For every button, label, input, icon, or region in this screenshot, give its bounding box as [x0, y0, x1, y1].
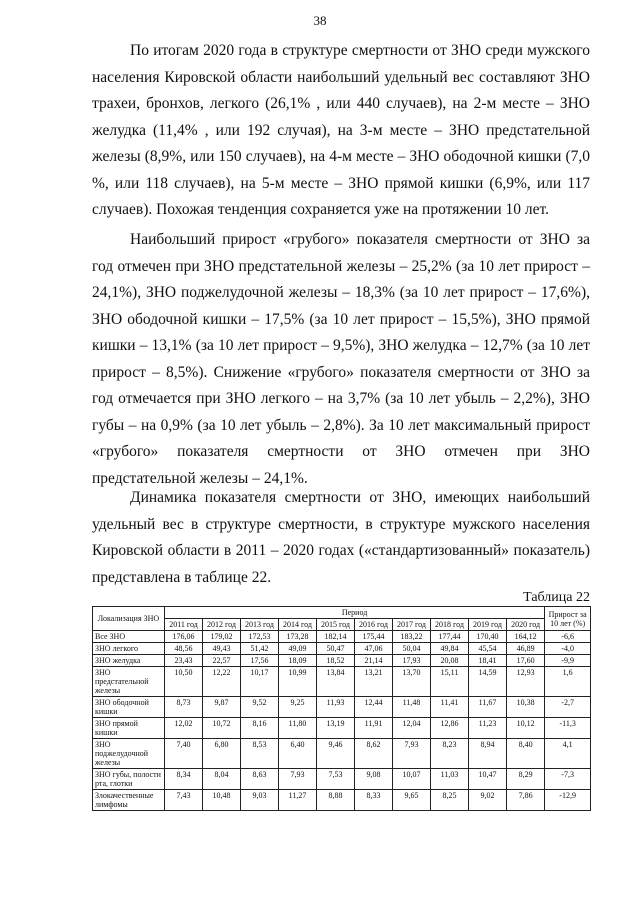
row-value: 6,40: [279, 739, 317, 769]
table-body: [93, 631, 591, 811]
row-value: 46,89: [507, 643, 545, 655]
page-number: 38: [313, 13, 327, 28]
row-value: 177,44: [431, 631, 469, 643]
row-value: 7,93: [279, 769, 317, 790]
row-value: 10,12: [507, 718, 545, 739]
mortality-table: [92, 606, 591, 811]
row-value: 11,67: [469, 697, 507, 718]
row-value: 12,93: [507, 667, 545, 697]
row-value: 18,41: [469, 655, 507, 667]
row-growth: 1,6: [545, 667, 591, 697]
row-value: 182,14: [317, 631, 355, 643]
table-row: [93, 631, 591, 643]
row-value: 51,42: [241, 643, 279, 655]
row-value: 10,50: [165, 667, 203, 697]
header-year: 2013 год: [241, 619, 279, 631]
row-value: 17,60: [507, 655, 545, 667]
row-value: 47,06: [355, 643, 393, 655]
row-value: 22,57: [203, 655, 241, 667]
header-year: 2012 год: [203, 619, 241, 631]
row-value: 9,46: [317, 739, 355, 769]
table-row: [93, 667, 591, 697]
row-value: 49,09: [279, 643, 317, 655]
row-value: 11,80: [279, 718, 317, 739]
paragraph-1-text: По итогам 2020 года в структуре смертности от ЗНО среди мужского населения Кировской области наибольший удельный вес составляют ЗНО трахеи, бронхов, легкого (26,1% , или 440 случаев), на 2-м месте – ЗНО желудка (11,4% , или 192 случая), на 3-м месте – ЗНО предстательной железы (8,9%, или 150 случаев), на 4-м месте – ЗНО ободочной кишки (7,0 %, или 118 случаев), на 5-м месте – ЗНО прямой кишки (6,9%, или 117 случаев). Похожая тенденция сохраняется уже на протяжении 10 лет.: [92, 42, 590, 218]
row-localization: ЗНО предстательной железы: [93, 667, 165, 697]
row-value: 12,04: [393, 718, 431, 739]
row-value: 7,93: [393, 739, 431, 769]
header-years-row: [93, 619, 591, 631]
row-value: 11,93: [317, 697, 355, 718]
row-value: 7,40: [165, 739, 203, 769]
row-value: 10,99: [279, 667, 317, 697]
row-value: 8,29: [507, 769, 545, 790]
row-value: 17,56: [241, 655, 279, 667]
row-value: 17,93: [393, 655, 431, 667]
header-period: Период: [165, 607, 545, 619]
table-row: [93, 643, 591, 655]
row-value: 10,72: [203, 718, 241, 739]
row-value: 10,07: [393, 769, 431, 790]
row-value: 50,04: [393, 643, 431, 655]
row-value: 8,63: [241, 769, 279, 790]
row-value: 179,02: [203, 631, 241, 643]
row-localization: ЗНО прямой кишки: [93, 718, 165, 739]
row-value: 183,22: [393, 631, 431, 643]
paragraph-3-text: Динамика показателя смертности от ЗНО, имеющих наибольший удельный вес в структуре смертности, в структуре мужского населения Кировской области в 2011 – 2020 годах («стандартизованный» показатель) представлена в таблице 22.: [92, 489, 590, 586]
row-value: 10,17: [241, 667, 279, 697]
row-value: 8,23: [431, 739, 469, 769]
row-value: 20,08: [431, 655, 469, 667]
row-value: 9,08: [355, 769, 393, 790]
table-header: [93, 607, 591, 631]
row-growth: -4,0: [545, 643, 591, 655]
header-year: 2015 год: [317, 619, 355, 631]
row-value: 8,53: [241, 739, 279, 769]
header-growth: Прирост за 10 лет (%): [545, 607, 591, 631]
row-value: 8,33: [355, 790, 393, 811]
row-value: 9,87: [203, 697, 241, 718]
table-caption: Таблица 22: [523, 590, 590, 605]
row-value: 175,44: [355, 631, 393, 643]
row-value: 8,40: [507, 739, 545, 769]
row-value: 13,70: [393, 667, 431, 697]
table-row: [93, 769, 591, 790]
row-value: 23,43: [165, 655, 203, 667]
row-value: 11,03: [431, 769, 469, 790]
row-value: 173,28: [279, 631, 317, 643]
row-value: 13,21: [355, 667, 393, 697]
header-year: 2019 год: [469, 619, 507, 631]
table-row: [93, 718, 591, 739]
row-value: 11,41: [431, 697, 469, 718]
row-value: 11,91: [355, 718, 393, 739]
header-year: 2017 год: [393, 619, 431, 631]
header-year: 2020 год: [507, 619, 545, 631]
row-value: 12,22: [203, 667, 241, 697]
row-growth: -2,7: [545, 697, 591, 718]
table-row: [93, 790, 591, 811]
table-row: [93, 655, 591, 667]
row-value: 7,43: [165, 790, 203, 811]
header-year: 2016 год: [355, 619, 393, 631]
row-value: 8,73: [165, 697, 203, 718]
row-value: 170,40: [469, 631, 507, 643]
row-value: 8,88: [317, 790, 355, 811]
row-value: 8,16: [241, 718, 279, 739]
row-growth: -11,3: [545, 718, 591, 739]
row-value: 11,27: [279, 790, 317, 811]
row-value: 176,06: [165, 631, 203, 643]
row-localization: ЗНО поджелудочной железы: [93, 739, 165, 769]
row-value: 49,84: [431, 643, 469, 655]
paragraph-3: [92, 485, 590, 591]
row-value: 9,03: [241, 790, 279, 811]
table-row: [93, 739, 591, 769]
row-growth: -12,9: [545, 790, 591, 811]
row-localization: ЗНО легкого: [93, 643, 165, 655]
row-value: 18,09: [279, 655, 317, 667]
row-value: 11,48: [393, 697, 431, 718]
row-value: 49,43: [203, 643, 241, 655]
row-value: 10,48: [203, 790, 241, 811]
row-value: 164,12: [507, 631, 545, 643]
row-growth: -7,3: [545, 769, 591, 790]
row-value: 15,11: [431, 667, 469, 697]
row-value: 172,53: [241, 631, 279, 643]
row-value: 7,53: [317, 769, 355, 790]
row-value: 13,84: [317, 667, 355, 697]
header-year: 2011 год: [165, 619, 203, 631]
row-localization: ЗНО губы, полости рта, глотки: [93, 769, 165, 790]
row-value: 9,02: [469, 790, 507, 811]
row-value: 8,34: [165, 769, 203, 790]
row-value: 14,59: [469, 667, 507, 697]
row-value: 45,54: [469, 643, 507, 655]
row-value: 11,23: [469, 718, 507, 739]
row-value: 10,47: [469, 769, 507, 790]
row-value: 18,52: [317, 655, 355, 667]
paragraph-1: [92, 38, 590, 224]
row-value: 12,44: [355, 697, 393, 718]
row-value: 9,25: [279, 697, 317, 718]
row-value: 8,94: [469, 739, 507, 769]
row-growth: 4,1: [545, 739, 591, 769]
row-value: 7,86: [507, 790, 545, 811]
header-year: 2014 год: [279, 619, 317, 631]
row-growth: -6,6: [545, 631, 591, 643]
row-value: 6,80: [203, 739, 241, 769]
header-localization: Локализация ЗНО: [93, 607, 165, 631]
paragraph-2-text: Наибольший прирост «грубого» показателя смертности от ЗНО за год отмечен при ЗНО предстательной железы – 25,2% (за 10 лет прирост – 24,1%), ЗНО поджелудочной железы – 18,3% (за 10 лет прирост – 17,6%), ЗНО ободочной кишки – 17,5% (за 10 лет прирост – 15,5%), ЗНО прямой кишки – 13,1% (за 10 лет прирост – 9,5%), ЗНО желудка – 12,7% (за 10 лет прирост – 8,5%). Снижение «грубого» показателя смертности от ЗНО за год отмечается при ЗНО легкого – на 3,7% (за 10 лет убыль – 2,2%), ЗНО губы – на 0,9% (за 10 лет убыль – 2,8%). За 10 лет максимальный прирост «грубого» показателя смертности от ЗНО отмечен при ЗНО предстательной железы – 24,1%.: [92, 231, 590, 487]
row-value: 8,25: [431, 790, 469, 811]
row-value: 50,47: [317, 643, 355, 655]
row-value: 13,19: [317, 718, 355, 739]
row-value: 12,86: [431, 718, 469, 739]
row-value: 21,14: [355, 655, 393, 667]
row-value: 8,62: [355, 739, 393, 769]
row-value: 9,52: [241, 697, 279, 718]
paragraph-2: [92, 227, 590, 492]
row-value: 12,02: [165, 718, 203, 739]
row-value: 8,04: [203, 769, 241, 790]
row-value: 9,65: [393, 790, 431, 811]
header-year: 2018 год: [431, 619, 469, 631]
row-value: 48,56: [165, 643, 203, 655]
row-localization: ЗНО желудка: [93, 655, 165, 667]
row-localization: Все ЗНО: [93, 631, 165, 643]
row-localization: ЗНО ободочной кишки: [93, 697, 165, 718]
table-row: [93, 697, 591, 718]
row-localization: Злокачественные лимфомы: [93, 790, 165, 811]
row-value: 10,38: [507, 697, 545, 718]
row-growth: -9,9: [545, 655, 591, 667]
